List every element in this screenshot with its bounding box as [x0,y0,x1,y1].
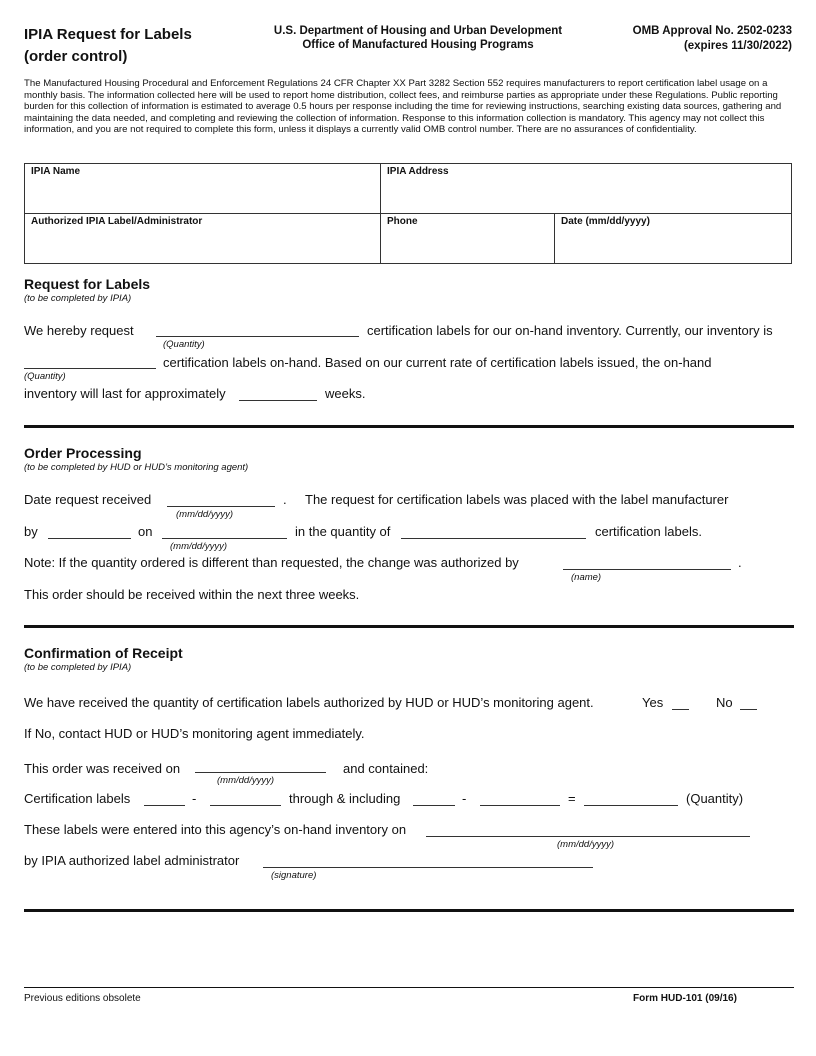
on-label: on [138,524,153,539]
footer-left: Previous editions obsolete [24,993,141,1004]
no-checkbox-line[interactable] [740,709,757,710]
yes-label: Yes [642,695,664,710]
signature-caption: (signature) [271,870,317,881]
and-contained-text: and contained: [343,761,429,776]
dash-2: - [462,791,467,806]
label-end-prefix-input[interactable] [413,805,455,806]
placed-by-input[interactable] [48,538,131,539]
if-no-text: If No, contact HUD or HUD’s monitoring agent immediately. [24,726,365,741]
omb-approval [633,24,792,54]
ipia-address-field[interactable] [381,164,792,214]
form-title-line1: IPIA Request for Labels [24,26,192,43]
ipia-name-label: IPIA Name [31,166,81,177]
cert-labels-text: certification labels. [595,524,702,539]
office-name: Office of Manufactured Housing Programs [302,39,534,51]
omb-expiration: (expires 11/30/2022) [683,40,792,52]
note-period: . [738,555,742,570]
confirmation-section-title: Confirmation of Receipt [24,645,183,661]
cert-labels-label: Certification labels [24,791,131,806]
date-received-label: Date request received [24,492,152,507]
onhand-quantity-caption: (Quantity) [24,371,66,382]
ipia-name-field[interactable] [25,164,381,214]
confirmation-section-subtitle: (to be completed by IPIA) [24,662,132,673]
label-start-prefix-input[interactable] [144,805,185,806]
by-admin-text: by IPIA authorized label administrator [24,853,240,868]
administrator-label: Authorized IPIA Label/Administrator [31,216,203,227]
authorized-by-input[interactable] [563,569,731,570]
request-text-2: certification labels for our on-hand inventory. Currently, our inventory is [367,323,773,338]
by-label: by [24,524,38,539]
no-label: No [716,695,733,710]
ipia-address-label: IPIA Address [387,166,449,177]
label-end-number-input[interactable] [480,805,560,806]
request-text-3: certification labels on-hand. Based on our current rate of certification labels issued, the on-hand [163,355,712,370]
section-divider [24,625,794,628]
phone-field[interactable] [381,214,555,264]
burden-statement: The Manufactured Housing Procedural and Enforcement Regulations 24 CFR Chapter XX Part 3282 Section 552 requires manufacturers to report certification label usage on a monthly basis. The information collected here will be used to report home distribution, collect fees, and reimburse parties as appropriate under these Regulations. Public reporting burden for this collection of information is estimated to average 0.5 hours per response including the time for reviewing instructions, searching existing data sources, gathering and maintaining the data needed, and completing and reviewing the collection of information. Response to this information collection is mandatory. This agency may not collect this information, and you are not required to complete this form, unless it displays a currently valid OMB control number. There are no assurances of confidentiality. [24,78,782,136]
agency-name: U.S. Department of Housing and Urban Development [273,25,563,37]
request-text-5: weeks. [325,386,366,401]
request-text-4: inventory will last for approximately [24,386,226,401]
footer-rule [24,987,794,988]
section-divider [24,425,794,428]
placed-on-date-input[interactable] [162,538,287,539]
yes-checkbox-line[interactable] [672,709,689,710]
note-text: Note: If the quantity ordered is different than requested, the change was authorized by [24,555,519,570]
order-received-date-input[interactable] [195,772,326,773]
entered-inventory-text: These labels were entered into this agency’s on-hand inventory on [24,822,407,837]
date-received-caption: (mm/dd/yyyy) [176,509,233,520]
through-text: through & including [289,791,401,806]
onhand-quantity-input[interactable] [24,368,156,369]
date-field[interactable] [555,214,792,264]
received-within-text: This order should be received within the next three weeks. [24,587,360,602]
requested-quantity-caption: (Quantity) [163,339,205,350]
order-received-date-caption: (mm/dd/yyyy) [217,775,274,786]
form-title-line2: (order control) [24,48,128,65]
request-section-subtitle: (to be completed by IPIA) [24,293,132,304]
entered-date-caption: (mm/dd/yyyy) [557,839,614,850]
form-title [24,24,192,68]
label-start-number-input[interactable] [210,805,281,806]
entered-date-input[interactable] [426,836,750,837]
administrator-field[interactable] [25,214,381,264]
authorized-by-caption: (name) [571,572,602,583]
section-divider [24,909,794,912]
quantity-label: (Quantity) [686,791,744,806]
in-quantity-label: in the quantity of [295,524,391,539]
form-number: Form HUD-101 (09/16) [633,993,737,1004]
placed-on-date-caption: (mm/dd/yyyy) [170,541,227,552]
ordered-quantity-input[interactable] [401,538,586,539]
date-received-period: . [283,492,287,507]
agency-header [258,24,578,52]
ipia-info-table [24,163,792,264]
phone-label: Phone [387,216,418,227]
equals-sign: = [568,791,576,806]
dash-1: - [192,791,197,806]
processing-section-title: Order Processing [24,445,142,461]
date-label: Date (mm/dd/yyyy) [561,216,650,227]
weeks-input[interactable] [239,400,317,401]
placed-text: The request for certification labels was placed with the label manufacturer [305,492,729,507]
received-authorized-text: We have received the quantity of certification labels authorized by HUD or HUD’s monitoring agent. [24,695,594,710]
requested-quantity-input[interactable] [156,336,359,337]
request-text-1: We hereby request [24,323,134,338]
signature-input[interactable] [263,867,593,868]
omb-number: OMB Approval No. 2502-0233 [632,25,792,37]
request-section-title: Request for Labels [24,276,151,292]
processing-section-subtitle: (to be completed by HUD or HUD’s monitoring agent) [24,462,249,473]
received-quantity-input[interactable] [584,805,678,806]
date-received-input[interactable] [167,506,275,507]
order-received-on-label: This order was received on [24,761,181,776]
